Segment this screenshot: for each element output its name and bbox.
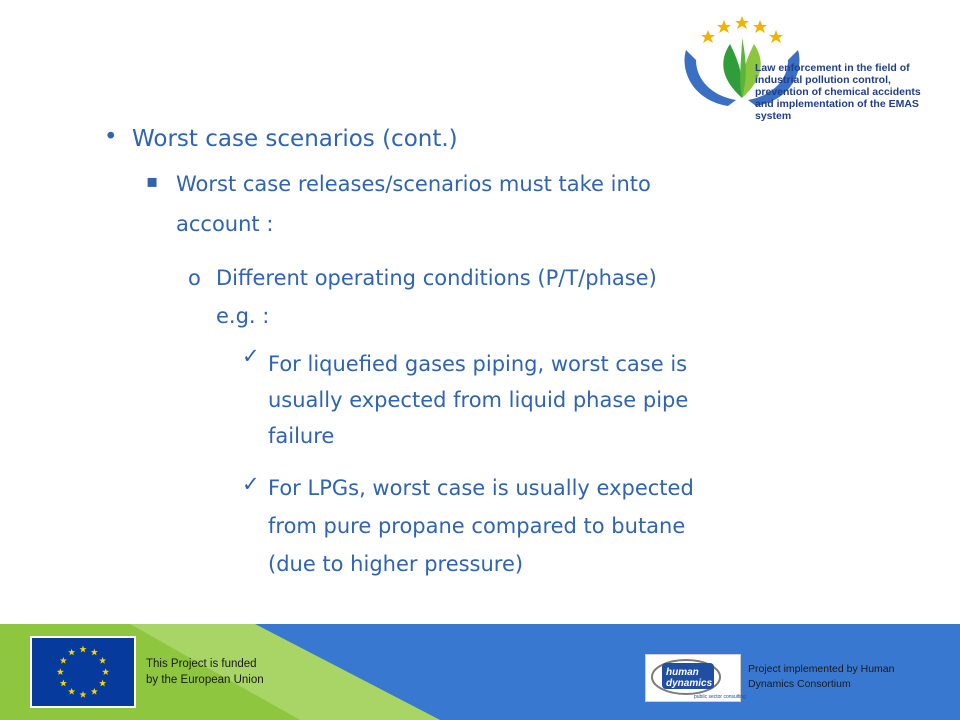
eu-flag-icon xyxy=(30,636,136,708)
hd-logo-tagline: public sector consulting xyxy=(694,694,746,700)
funded-line: This Project is funded xyxy=(146,658,257,670)
human-dynamics-logo xyxy=(645,654,746,702)
bullet-level2-line: Worst case releases/scenarios must take into xyxy=(176,172,651,196)
bullet-marker-icon: • xyxy=(104,124,118,150)
logo-caption-line: prevention of chemical accidents xyxy=(755,86,921,98)
logo-caption-line: and implementation of the EMAS system xyxy=(755,98,919,122)
bullet-level4-line: For liquefied gases piping, worst case is xyxy=(268,352,688,376)
hd-logo-word: human xyxy=(666,667,699,678)
implemented-line: Project implemented by Human xyxy=(748,663,895,675)
hd-logo-word: dynamics xyxy=(666,678,713,689)
bullet-level1-text: Worst case scenarios (cont.) xyxy=(132,126,458,152)
logo-caption-line: industrial pollution control, xyxy=(755,74,891,86)
checkmark-icon: ✓ xyxy=(242,344,260,368)
funded-line: by the European Union xyxy=(146,674,264,686)
square-bullet-icon: ▪ xyxy=(146,171,159,192)
bullet-level4-line: from pure propane compared to butane xyxy=(268,514,686,538)
bullet-level4-line: For LPGs, worst case is usually expected xyxy=(268,476,694,500)
bullet-level4-line: usually expected from liquid phase pipe xyxy=(268,388,689,412)
circle-bullet-icon: o xyxy=(188,266,201,290)
bullet-level3-line: e.g. : xyxy=(216,304,270,328)
funded-by-eu-text xyxy=(146,656,264,688)
bullet-level2-line: account : xyxy=(176,212,274,236)
implemented-by-text xyxy=(748,662,894,692)
human-dynamics-logo-icon xyxy=(646,655,746,701)
bullet-level3-line: Different operating conditions (P/T/phase) xyxy=(216,266,657,290)
checkmark-icon: ✓ xyxy=(242,472,260,496)
logo-caption-line: Law enforcement in the field of xyxy=(755,62,910,74)
bullet-level4-line: failure xyxy=(268,424,335,448)
bullet-level4-line: (due to higher pressure) xyxy=(268,552,524,576)
implemented-line: Dynamics Consortium xyxy=(748,678,851,690)
